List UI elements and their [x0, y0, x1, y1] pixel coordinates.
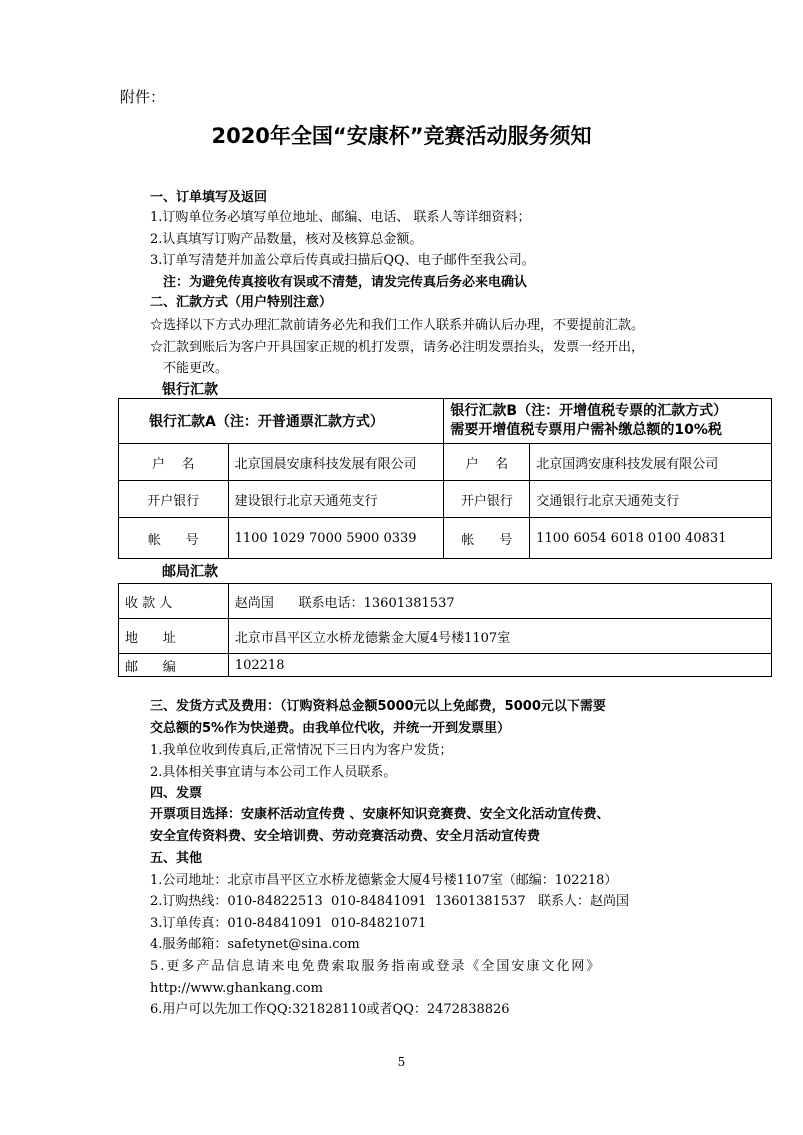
section2-item: ☆汇款到账后为客户开具国家正规的机打发票，请务必注明发票抬头，发票一经开出， — [150, 340, 645, 355]
section2-heading: 二、汇款方式（用户特别注意） — [150, 295, 333, 310]
section5-heading: 五、其他 — [150, 851, 203, 866]
section3-item: 2.具体相关事宜请与本公司工作人员联系。 — [150, 765, 397, 780]
postcode-value: 102218 — [228, 654, 771, 677]
table-row — [119, 584, 772, 619]
account-number-value: 1100 1029 7000 5900 0339 — [228, 518, 444, 559]
bank-name-value: 交通银行北京天通苑支行 — [530, 481, 772, 518]
section1-item: 2.认真填写订购产品数量，核对及核算总金额。 — [150, 232, 423, 247]
bank-a-header: 银行汇款A（注：开普通票汇款方式） — [119, 399, 444, 444]
account-name-value: 北京国晨安康科技发展有限公司 — [228, 444, 444, 481]
page-number: 5 — [397, 1055, 406, 1069]
address-label: 地 址 — [119, 619, 229, 654]
section5-item: 3.订单传真：010-84841091 010-84821071 — [150, 916, 427, 931]
section3-item: 1.我单位收到传真后,正常情况下三日内为客户发货； — [150, 743, 453, 758]
table-row — [119, 481, 772, 518]
website-link[interactable]: http://www.ghankang.com — [150, 981, 323, 996]
postcode-label: 邮 编 — [119, 654, 229, 677]
bank-b-header: 银行汇款B（注：开增值税专票的汇款方式） 需要开增值税专票用户需补缴总额的10%税 — [444, 399, 772, 444]
account-name-label: 户 名 — [119, 444, 229, 481]
account-name-label: 户 名 — [444, 444, 530, 481]
section1-note: 注：为避免传真接收有误或不清楚，请发完传真后务必来电确认 — [163, 275, 528, 290]
account-number-value: 1100 6054 6018 0100 40831 — [530, 518, 772, 559]
section5-item: 1.公司地址：北京市昌平区立水桥龙德紫金大厦4号楼1107室（邮编：102218） — [150, 873, 618, 888]
section3-heading: 三、发货方式及费用：（订购资料总金额5000元以上免邮费，5000元以下需要 — [150, 699, 606, 714]
section4-heading: 四、发票 — [150, 786, 203, 801]
account-name-value: 北京国鸿安康科技发展有限公司 — [530, 444, 772, 481]
payee-value: 赵尚国 联系电话：13601381537 — [228, 584, 771, 619]
bank-name-label: 开户银行 — [119, 481, 229, 518]
account-number-label: 帐 号 — [119, 518, 229, 559]
address-value: 北京市昌平区立水桥龙德紫金大厦4号楼1107室 — [228, 619, 771, 654]
section5-item: 2.订购热线：010-84822513 010-84841091 13601381537 联系人：赵尚国 — [150, 894, 630, 909]
page-title: 2020年全国“安康杯”竞赛活动服务须知 — [211, 124, 592, 148]
table-row — [119, 444, 772, 481]
attachment-label: 附件： — [120, 88, 166, 106]
section1-item: 1.订购单位务必填写单位地址、邮编、电话、 联系人等详细资料； — [150, 210, 531, 225]
section3-heading-continued: 交总额的5%作为快递费。由我单位代收，并统一开到发票里） — [150, 721, 511, 736]
section1-item: 3.订单写清楚并加盖公章后传真或扫描后QQ、电子邮件至我公司。 — [150, 253, 535, 268]
bank-name-value: 建设银行北京天通苑支行 — [228, 481, 444, 518]
payee-label: 收 款 人 — [119, 584, 229, 619]
section5-item: 5.更多产品信息请来电免费索取服务指南或登录《全国安康文化网》 — [150, 959, 602, 974]
table-row — [119, 654, 772, 677]
section1-heading: 一、订单填写及返回 — [150, 190, 268, 205]
section5-item: 6.用户可以先加工作QQ:321828110或者QQ：2472838826 — [150, 1002, 510, 1017]
table-row — [119, 619, 772, 654]
section5-item: 4.服务邮箱：safetynet@sina.com — [150, 937, 360, 952]
table-row — [119, 518, 772, 559]
postal-transfer-table — [118, 583, 772, 677]
invoice-items-line: 安全宣传资料费、安全培训费、劳动竞赛活动费、安全月活动宣传费 — [150, 829, 541, 844]
account-number-label: 帐 号 — [444, 518, 530, 559]
invoice-items-line: 开票项目选择：安康杯活动宣传费 、安康杯知识竞赛费、安全文化活动宣传费、 — [150, 807, 610, 822]
bank-name-label: 开户银行 — [444, 481, 530, 518]
section2-item: 不能更改。 — [163, 361, 229, 376]
postal-transfer-label: 邮局汇款 — [162, 564, 218, 580]
bank-transfer-label: 银行汇款 — [162, 382, 218, 398]
bank-transfer-table — [118, 398, 772, 559]
section2-item: ☆选择以下方式办理汇款前请务必先和我们工作人联系并确认后办理，不要提前汇款。 — [150, 318, 645, 333]
